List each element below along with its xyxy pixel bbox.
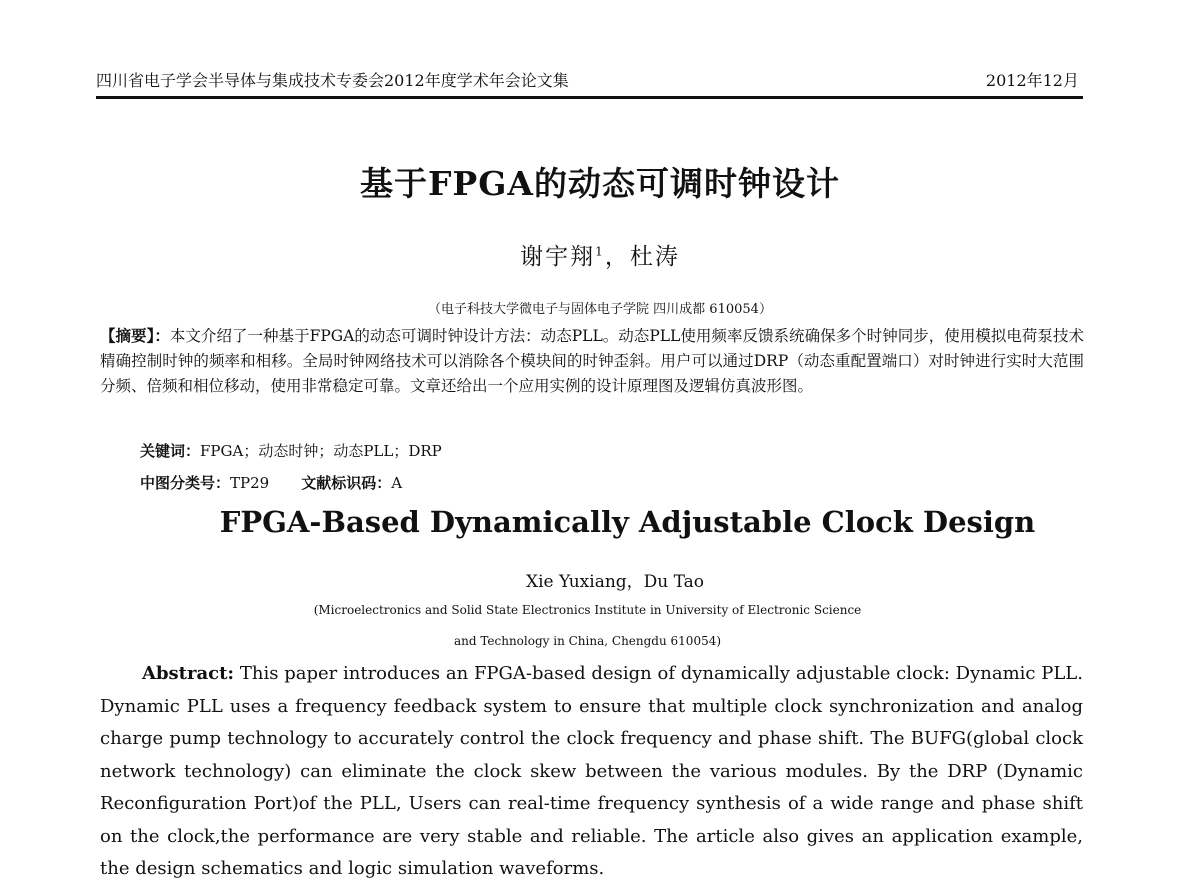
abstract-cn-text: 本文介绍了一种基于FPGA的动态可调时钟设计方法：动态PLL。动态PLL使用频率反馈系统确保多个时钟同步，使用模拟电荷泵技术精确控制时钟的频率和相移。全局时钟网络技术可以消除各个模块间的时钟歪斜。用户可以通过DRP（动态重配置端口）对时钟进行实时大范围分频、倍频和相位移动，使用非常稳定可靠。文章还给出一个应用实例的设计原理图及逻辑仿真波形图。 — [100, 327, 1084, 395]
author-2-cn: ，杜涛 — [604, 244, 680, 270]
keywords-cn — [140, 440, 442, 461]
clc-value: TP29 — [230, 474, 270, 492]
authors-cn — [0, 238, 1200, 271]
authors-en: Xie Yuxiang，Du Tao — [525, 572, 705, 592]
abstract-cn — [100, 323, 1084, 399]
doc-code-value: A — [391, 474, 403, 492]
abstract-en-label: Abstract: — [142, 663, 235, 684]
keywords-text: FPGA；动态时钟；动态PLL；DRP — [200, 442, 442, 460]
classification-cn — [140, 472, 402, 493]
running-header — [96, 64, 1083, 99]
affiliation-en-line-2: and Technology in China, Chengdu 610054) — [453, 634, 722, 648]
affiliation-en-line-1: (Microelectronics and Solid State Electronics Institute in University of Electronic Science — [313, 603, 862, 617]
journal-name: 四川省电子学会半导体与集成技术专委会2012年度学术年会论文集 — [96, 71, 569, 90]
abstract-cn-label: 【摘要】： — [100, 326, 170, 345]
paper-title-cn: 基于FPGA的动态可调时钟设计 — [359, 164, 841, 203]
abstract-en-text: This paper introduces an FPGA-based design of dynamically adjustable clock: Dynamic PLL. Dynamic PLL uses a frequency feedback system to ensure that multiple clock synchronization and analog charge pump technology to accurately control the clock frequency and phase shift. The BUFG(global clock network technology) can eliminate the clock skew between the various modules. By the DRP (Dynamic Reconfiguration Port)of the PLL, Users can real-time frequency synthesis of a wide range and phase shift on the clock,the performance are very stable and reliable. The article also gives an application example, the design schematics and logic simulation waveforms. — [100, 663, 1083, 879]
affiliation-cn: （电子科技大学微电子与固体电子学院 四川成都 610054） — [428, 302, 772, 317]
issue-date: 2012年12月 — [985, 71, 1079, 90]
paper-title-en: FPGA-Based Dynamically Adjustable Clock Design — [219, 505, 1036, 539]
author-1-cn: 谢宇翔 — [520, 244, 596, 270]
clc-label: 中图分类号： — [140, 474, 231, 492]
abstract-en — [100, 658, 1083, 886]
affiliation-mark: 1 — [595, 244, 605, 259]
keywords-label: 关键词： — [140, 442, 201, 460]
doc-code-label: 文献标识码： — [301, 474, 392, 492]
